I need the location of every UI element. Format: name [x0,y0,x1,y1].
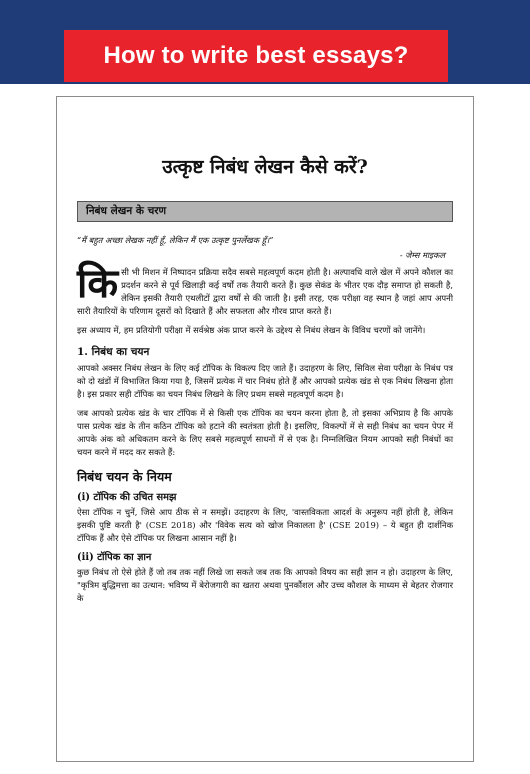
title-banner [64,30,448,82]
paragraph-4: जब आपको प्रत्येक खंड के चार टॉपिक में से किसी एक टॉपिक का चयन करना होता है, तो इसका अभिप्राय है कि आपके पास प्रत्येक खंड के तीन कठिन टॉपिक को हटाने की स्वतंत्रता होती है। इसलिए, विकल्पों में से सही निबंध का चयन पेपर में आपके अंक को अधिकतम करने के लिए सबसे महत्वपूर्ण साधनों में से एक है। निम्नलिखित नियम आपको सही निबंधों का चयन करने में मदद कर सकते हैं: [77,408,453,457]
document-content [77,97,453,611]
intro-text: सी भी मिशन में निष्पादन प्रक्रिया सदैव सबसे महत्वपूर्ण कदम होती है। अल्पावधि वाले खेल में अपने कौशल का प्रदर्शन करने से पूर्व खिलाड़ी कई वर्षों तक तैयारी करते हैं। कुछ सेकंड के भीतर एक दौड़ समाप्त हो सकती है, लेकिन इसकी तैयारी एथलीटों द्वारा वर्षों से की जाती है। इसी तरह, एक परीक्षा वह स्थान है जहां आप अपनी सारी तैयारियों के परिणाम दूसरों को दिखाते हैं और सफलता और गौरव प्राप्त करते हैं। [77,267,453,316]
subheading-understanding: (i) टॉपिक की उचित समझ [77,492,177,503]
subheading-knowledge: (ii) टॉपिक का ज्ञान [77,552,152,563]
banner-title: How to write best essays? [103,42,409,69]
epigraph-author: - जेम्स माइकल [399,250,445,260]
document-title: उत्कृष्ट निबंध लेखन कैसे करें? [162,156,368,178]
section-heading-bar: निबंध लेखन के चरण [77,201,453,222]
paragraph-6: कुछ निबंध तो ऐसे होते हैं जो तब तक नहीं लिखे जा सकते जब तक कि आपको विषय का सही ज्ञान न हो। उदाहरण के लिए, "कृत्रिम बुद्धिमत्ता का उत्थान: भविष्य में बेरोजगारी का खतरा अथवा पुनर्कौशल और उच्च कौशल के माध्यम से बेहतर रोजगार के [77,567,453,603]
paragraph-3: आपको अक्सर निबंध लेखन के लिए कई टॉपिक के विकल्प दिए जाते हैं। उदाहरण के लिए, सिविल सेवा परीक्षा के निबंध पत्र को दो खंडों में विभाजित किया गया है, जिसमें प्रत्येक में चार निबंध होते हैं और आपको प्रत्येक खंड से एक निबंध लिखना होता है। इस प्रकार सही टॉपिक का चयन निबंध लिखने के लिए प्रथम सबसे महत्वपूर्ण कदम है। [77,363,453,399]
paragraph-2: इस अध्याय में, हम प्रतियोगी परीक्षा में सर्वश्रेष्ठ अंक प्राप्त करने के उद्देश्य से निबंध लेखन के विविध चरणों को जानेंगे। [77,325,426,335]
intro-paragraph [77,260,453,318]
epigraph-quote: “मैं बहुत अच्छा लेखक नहीं हूँ, लेकिन मैं एक उत्कृष्ट पुनर्लेखक हूँ।” [77,235,274,245]
subheading-selection-rules: निबंध चयन के नियम [77,469,172,484]
subheading-topic-selection: 1. निबंध का चयन [77,346,150,358]
document-page [56,96,474,762]
drop-cap: कि [77,260,119,307]
paragraph-5: ऐसा टॉपिक न चुनें, जिसे आप ठीक से न समझें। उदाहरण के लिए, 'वास्तविकता आदर्श के अनुरूप नहीं होती है, लेकिन इसकी पुष्टि करती है' (CSE 2018) और 'विवेक सत्य को खोज निकालता है' (CSE 2019) – ये बहुत ही दार्शनिक टॉपिक हैं और ऐसे टॉपिक पर लिखना आसान नहीं है। [77,507,453,543]
